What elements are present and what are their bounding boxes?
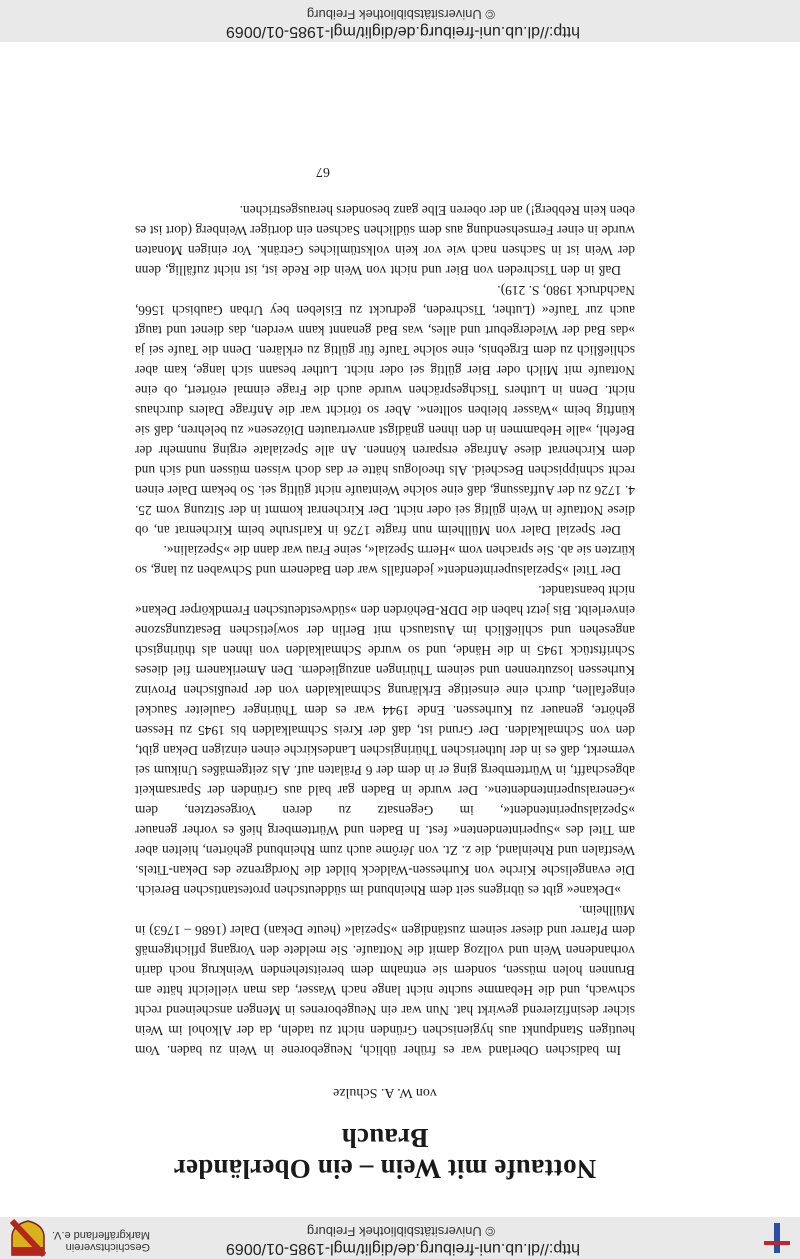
footer-bar: [0, 0, 800, 42]
page-number: 67: [316, 164, 330, 179]
paragraph: Der Spezial Daler von Müllheim nun fragte 1726 in Karlsruhe beim Kirchenrat an, ob diese Nottaufe in Wein gültig sei oder nicht. Der Kirchenrat kommt in der Sitzung vom 25. 4. 1726 zu der Auffassung, daß eine solche Weintaufe nicht gültig sei. So bekam Daler einen recht schnippischen Bescheid. Als theologus hätte er das doch wissen müssen und sich und dem Kirchenrat diese Anfrage ersparen können. An alle Spezialate erging nunmehr der Befehl, »alle Hebammen in den ihnen gnädigst anvertrauten Diözesen« zu belehren, daß sie künftig beim »Wasser bleiben sollten«. Aber so töricht war die Anfrage Dalers durchaus nicht. Denn in Luthers Tischgesprächen wurde auch die Frage einmal erörtert, ob eine Nottaufe mit Milch oder Bier gültig sei oder nicht. Luther besann sich lange, kam aber schließlich zu dem Ergebnis, eine solche Taufe für gültig zu erklären. Denn die Taufe sei ja »das Bad der Wiedergeburt und alles, was Bad genannt kann werden, das dienet und taugt auch zur Taufe« (Luther, Tischreden, gedruckt zu Eisleben bey Urban Gaubisch 1566, Nachdruck 1980, S. 219).: [135, 283, 635, 538]
org-line-2: Markgräflerland e.V.: [52, 1229, 151, 1241]
paragraph: Im badischen Oberland war es früher üblich, Neugeborene in Wein zu baden. Vom heutigen Standpunkt aus hygienischen Gründen nicht zu tadeln, da der Alkohol im Wein sicher desinfizierend gewirkt hat. Nun war ein Neugeborenes in Mengen anscheinend recht schwach, und die Hebamme suchte nicht lange nach Wasser, das man vielleicht hätte am Brunnen holen müssen, sondern sie entnahm dem bereitstehenden Weinkrug noch darin vorhandenen Wein und vollzog damit die Nottaufe. Sie meldete den Vorgang pflichtgemäß dem Pfarrer und dieser seinem zuständigen »Spezial« (heute Dekan) Daler (1686 – 1763) in Müllheim.: [135, 903, 635, 1058]
article: [135, 200, 635, 1184]
footer-url[interactable]: http://dl.ub.uni-freiburg.de/diglit/mgl-1985-01/0069: [226, 23, 580, 40]
article-title: Nottaufe mit Wein – ein Oberländer Brauch: [173, 1123, 597, 1184]
coat-of-arms-icon: [8, 1219, 48, 1257]
university-logo-icon: [760, 1221, 794, 1255]
org-line-1: Geschichtsverein: [65, 1241, 151, 1253]
org-name: [52, 1229, 150, 1253]
paragraph: »Dekane« gibt es übrigens seit dem Rheinbund im süddeutschen protestantischen Bereich. Die evangelische Kirche von Kurhessen-Waldeck bildet die Nordgrenze des Dekan-Titels. Westfalen und Rheinland, die z. Zt. von Jérôme auch zum Rheinbund gehörten, hielten aber am Titel des »Superintendenten« fest. In Baden und Württemberg hieß es vorher genauer »Spezialsuperintendent«, im Gegensatz zu deren Vorgesetzten, dem »Generalsuperintendenten«. Der wurde in Baden gar bald aus Gründen der Sparsamkeit abgeschafft, in Württemberg ging er in dem der 6 Prälaten auf. Als zeitgemäßes Unikum sei vermerkt, daß es in der lutherischen Thüringischen Landeskirche einen einzigen Dekan gibt, den von Schmalkalden. Der Grund ist, daß der Kreis Schmalkalden bis 1945 zu Hessen gehörte, genauer zu Kurhessen. Ende 1944 war es dem Thüringer Gauleiter Sauckel eingefallen, durch eine einseitige Erklärung Schmalkalden von der preußischen Provinz Kurhessen loszutrennen und seinem Thüringen anzugliedern. Den Amerikanern fiel dieses Schriftstück 1945 in die Hände, und so wurde Schmalkalden von ihnen als thüringisch angesehen und schließlich im Austausch mit Berlin der sowjetischen Besatzungszone einverleibt. Bis jetzt haben die DDR-Behörden den »südwestdeutschen Fremdkörper Dekan« nicht beanstandet.: [135, 583, 635, 898]
article-author: von W. A. Schulze: [333, 1085, 437, 1100]
paragraph: Daß in den Tischreden von Bier und nicht von Wein die Rede ist, ist nicht zufällig, denn der Wein ist in Sachsen nach wie vor kein volkstümliches Getränk. Vor einigen Monaten wurde in einer Fernsehsendung aus dem südlichen Sachsen ein dortiger Weinberg (dort ist es eben kein Rebberg!) an der oberen Elbe ganz besonders herausgestrichen.: [135, 203, 635, 278]
footer-copyright: © Universitätsbibliothek Freiburg: [306, 7, 495, 22]
copyright-note: © Universitätsbibliothek Freiburg: [306, 1224, 495, 1239]
header-bar: [0, 1217, 800, 1259]
paragraph: Der Titel »Spezialsuperintendent« jedenfalls war den Badenern und Schwaben zu lang, so kürzten sie ab. Sie sprachen vom »Herrn Spezial«, seine Frau war dann die »Spezialin«.: [135, 543, 635, 578]
document-url[interactable]: http://dl.ub.uni-freiburg.de/diglit/mgl-1985-01/0069: [226, 1240, 580, 1257]
